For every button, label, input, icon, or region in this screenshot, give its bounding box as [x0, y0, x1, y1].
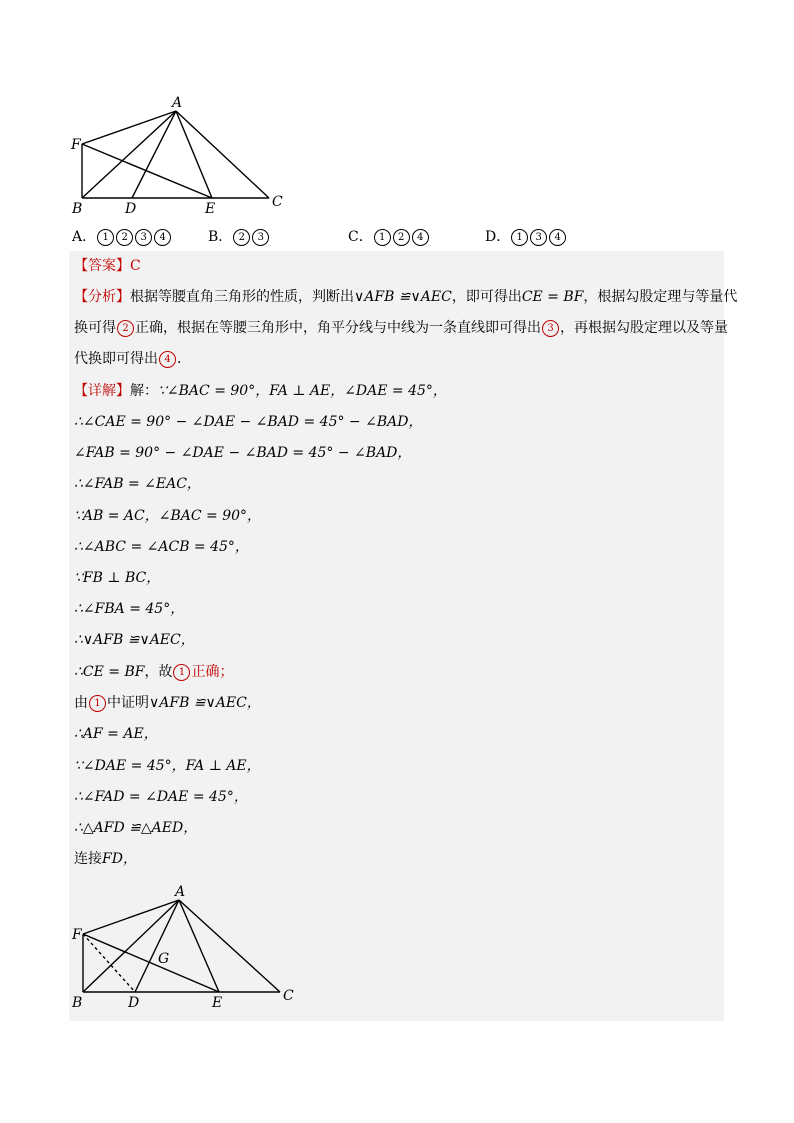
detail-line-15: ∴△AFD ≌△AED，: [74, 820, 198, 836]
label-f: F: [71, 137, 81, 153]
choice-a[interactable]: A． 1 2 3 4: [72, 226, 172, 246]
detail-line-12: ∴AF = AE，: [74, 726, 158, 742]
solution-block: [69, 251, 738, 1021]
detail-line-5: ∵AB = AC，∠BAC = 90°，: [74, 508, 262, 524]
label-e: E: [205, 201, 216, 217]
label-b: B: [72, 201, 83, 217]
detail-line-3: ∠FAB = 90° − ∠DAE − ∠BAD = 45° − ∠BAD，: [74, 445, 412, 461]
label-g: G: [158, 951, 170, 967]
choice-d[interactable]: D． 1 3 4: [485, 226, 567, 246]
label-a: A: [172, 95, 183, 111]
answer-line: 【答案】C: [74, 258, 141, 274]
detail-line-1: 【详解】解：∵∠BAC = 90°，FA ⊥ AE，∠DAE = 45°，: [74, 383, 447, 399]
analysis-line-2: 换可得 2 正确，根据在等腰三角形中，角平分线与中线为一条直线即可得出 3 ，再根据勾股定理以及等量: [74, 320, 728, 336]
detail-line-4: ∴∠FAB = ∠EAC，: [74, 476, 201, 492]
label-d: D: [128, 995, 140, 1011]
label-c: C: [283, 988, 294, 1004]
segment-fd-dashed: [83, 934, 135, 992]
analysis-line-1: 【分析】根据等腰直角三角形的性质，判断出∨AFB ≌∨AEC，即可得出CE = BF，根据勾股定理与等量代: [74, 289, 738, 305]
detail-line-14: ∴∠FAD = ∠DAE = 45°，: [74, 789, 248, 805]
choice-b[interactable]: B． 2 3: [208, 226, 270, 246]
label-e: E: [212, 995, 223, 1011]
label-b: B: [72, 995, 83, 1011]
segment-ac: [176, 111, 269, 198]
label-d: D: [125, 201, 137, 217]
segment-ac: [179, 900, 280, 992]
detail-line-11: 由 1 中证明∨AFB ≌∨AEC，: [74, 695, 261, 711]
segment-ba: [82, 111, 176, 198]
answer-choices: [72, 226, 732, 248]
analysis-line-3: 代换即可得出 4 ．: [74, 351, 191, 367]
segment-ba: [83, 900, 179, 992]
label-f: F: [72, 927, 82, 943]
detail-line-10: ∴CE = BF，故 1 正确；: [74, 664, 234, 680]
label-a: A: [175, 884, 186, 900]
detail-line-8: ∴∠FBA = 45°，: [74, 601, 185, 617]
detail-line-2: ∴∠CAE = 90° − ∠DAE − ∠BAD = 45° − ∠BAD，: [74, 414, 423, 430]
detail-line-13: ∵∠DAE = 45°，FA ⊥ AE，: [74, 758, 261, 774]
geometry-figure-2: [69, 879, 309, 1017]
segment-fe: [83, 934, 219, 992]
detail-line-6: ∴∠ABC = ∠ACB = 45°，: [74, 539, 249, 555]
choice-c[interactable]: C． 1 2 4: [348, 226, 430, 246]
geometry-figure-1: [66, 92, 296, 220]
detail-line-16: 连接FD，: [74, 851, 137, 867]
label-c: C: [272, 194, 283, 210]
detail-line-9: ∴∨AFB ≌∨AEC，: [74, 632, 195, 648]
detail-line-7: ∵FB ⊥ BC，: [74, 570, 161, 586]
